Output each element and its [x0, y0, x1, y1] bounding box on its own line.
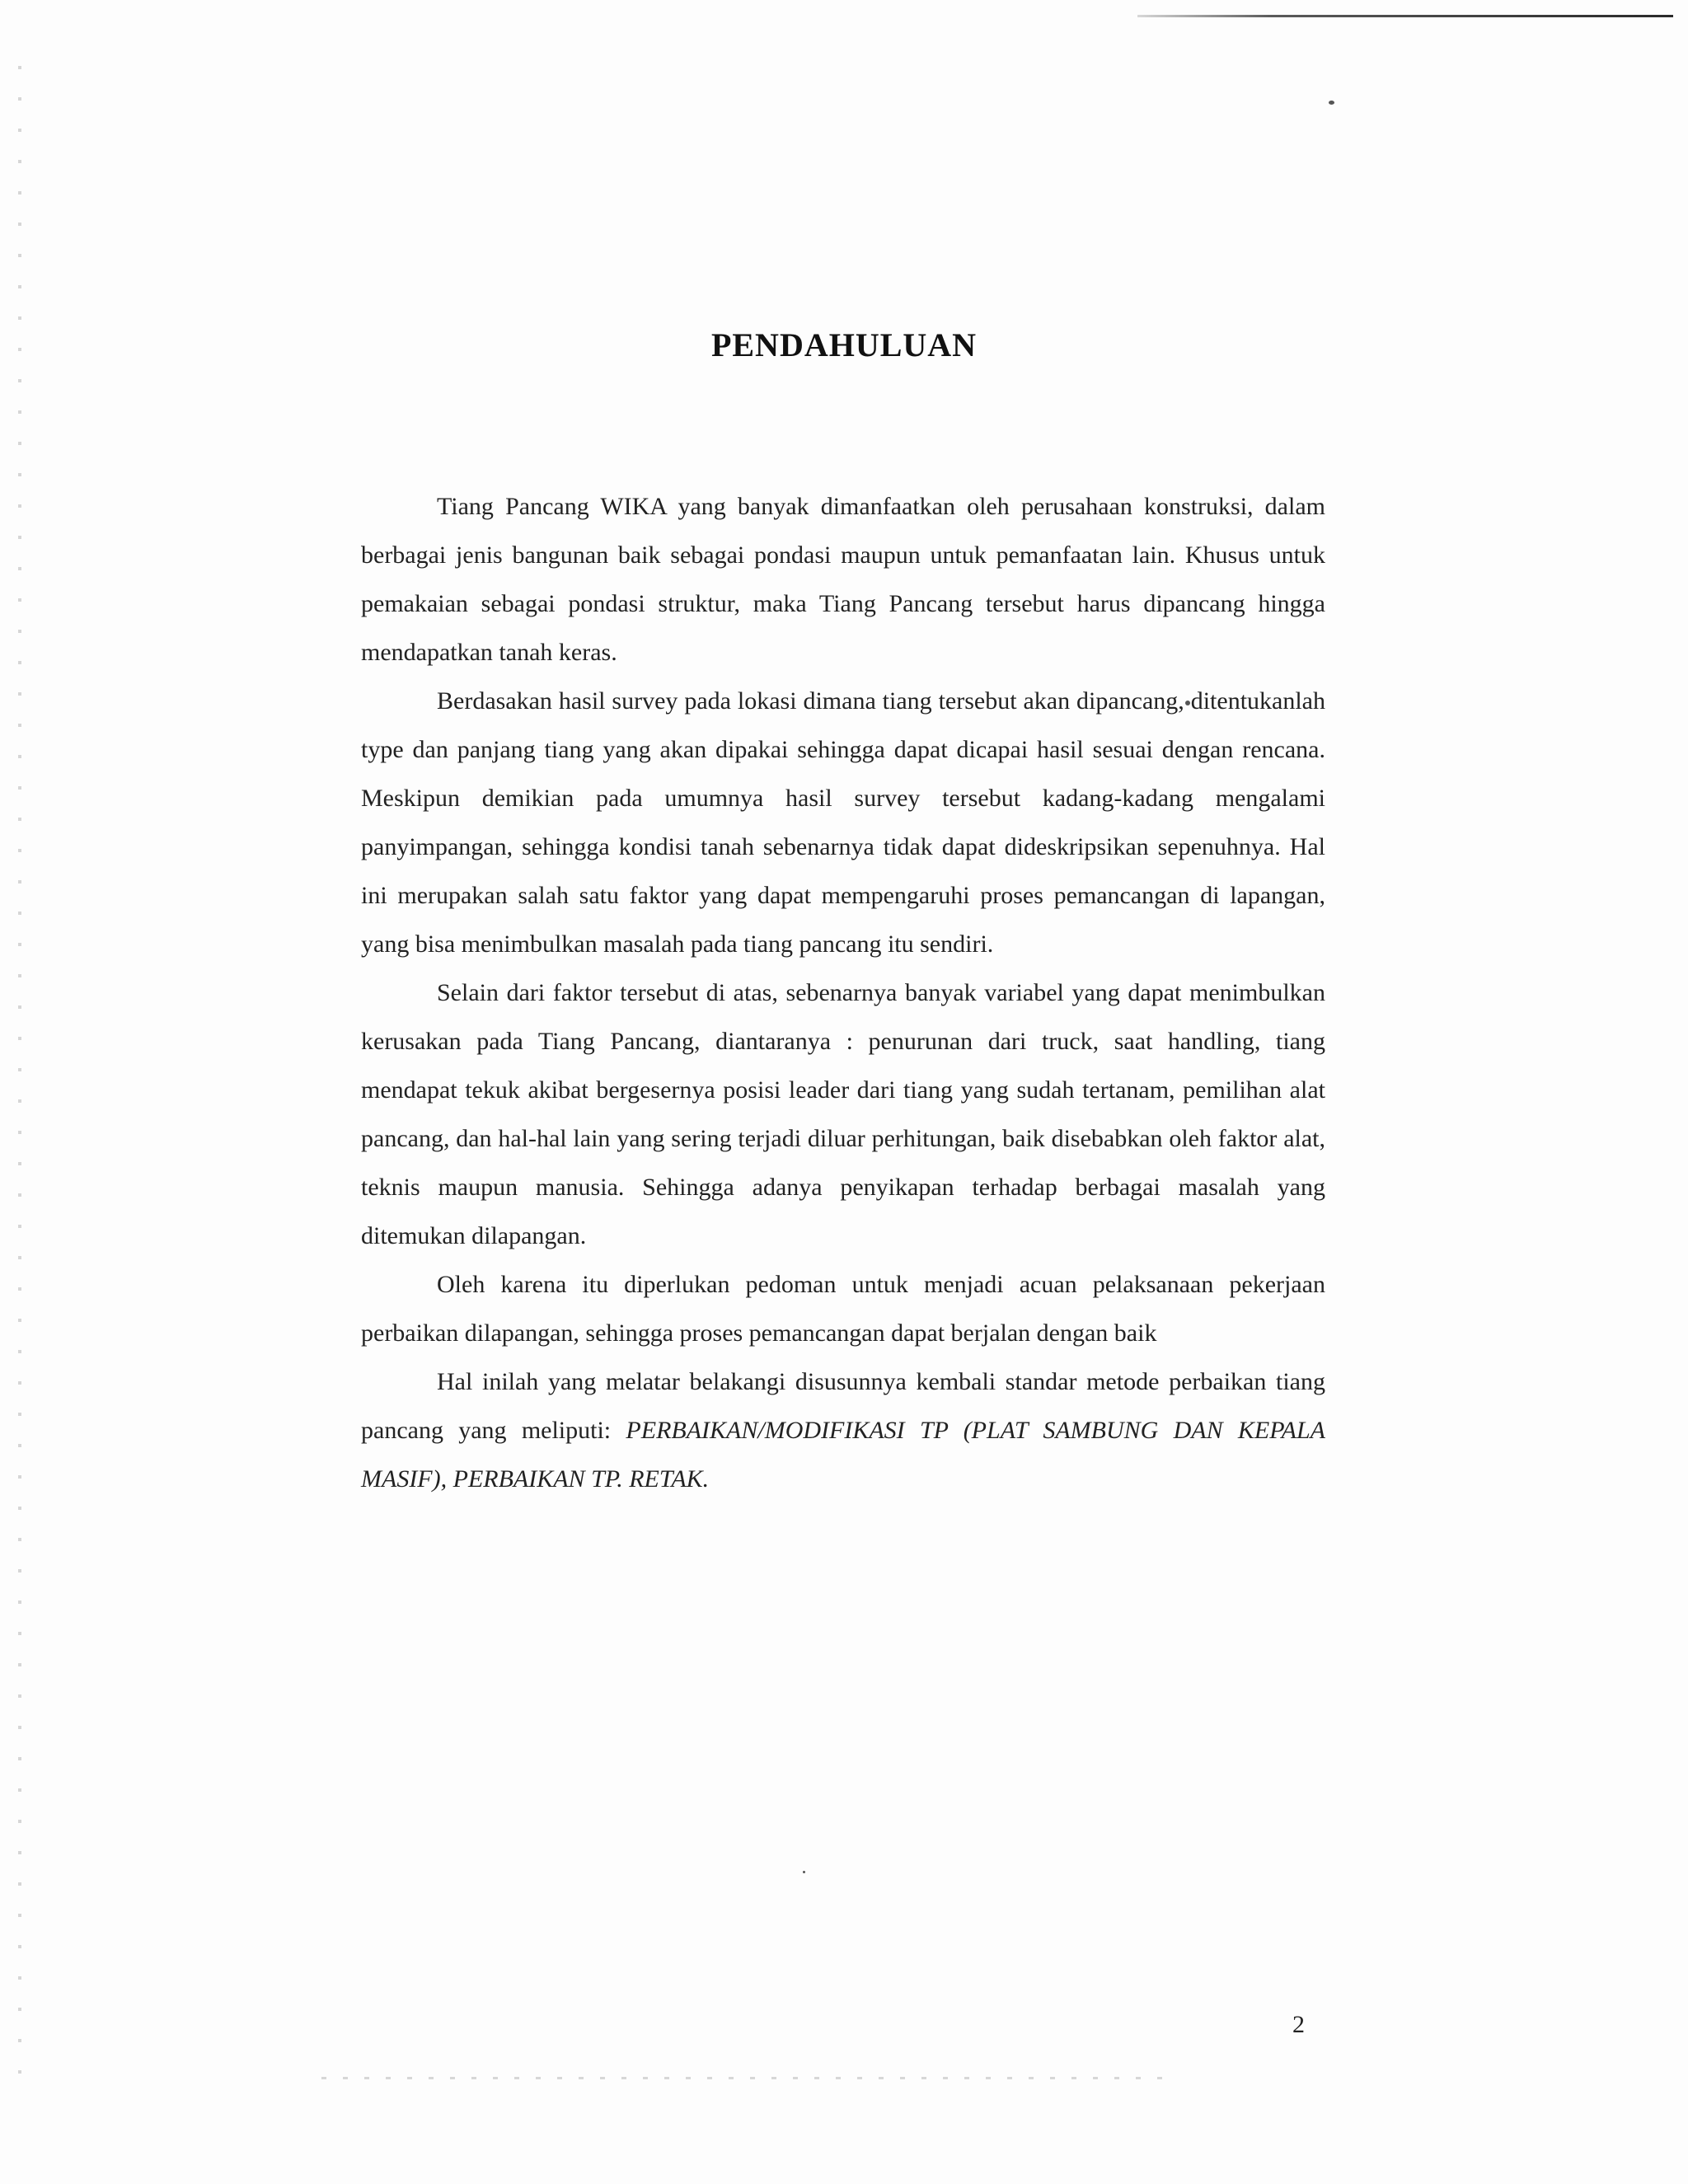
- scan-speck: [1329, 101, 1334, 105]
- top-rule: [1137, 15, 1673, 17]
- left-margin-scan-noise: [18, 66, 21, 2085]
- paragraph-4: Oleh karena itu diperlukan pedoman untuk menjadi acuan pelaksanaan pekerjaan perbaikan dilapangan, sehingga proses pemancangan dapat berjalan dengan baik: [361, 1271, 1325, 1347]
- paragraph-3: Selain dari faktor tersebut di atas, sebenarnya banyak variabel yang dapat menimbulkan kerusakan pada Tiang Pancang, diantaranya : penurunan dari truck, saat handling, tiang mendapat tekuk akibat bergesernya posisi leader dari tiang yang sudah tertanam, pemilihan alat pancang, dan hal-hal lain yang sering terjadi diluar perhitungan, baik disebabkan oleh faktor alat, teknis maupun manusia. Sehingga adanya penyikapan terhadap berbagai masalah yang ditemukan dilapangan.: [361, 979, 1325, 1249]
- paragraph-1: Tiang Pancang WIKA yang banyak dimanfaatkan oleh perusahaan konstruksi, dalam berbagai jenis bangunan baik sebagai pondasi maupun untuk pemanfaatan lain. Khusus untuk pemakaian sebagai pondasi struktur, maka Tiang Pancang tersebut harus dipancang hingga mendapatkan tanah keras.: [361, 493, 1325, 666]
- page-number: 2: [1292, 2011, 1305, 2038]
- scan-speck: [803, 1871, 805, 1873]
- bottom-scan-noise: [321, 2077, 1162, 2079]
- paragraph-5: [361, 1357, 1325, 1503]
- page-title: PENDAHULUAN: [710, 326, 978, 363]
- body-text: [361, 482, 1325, 1503]
- paragraph-5-emphasis: PERBAIKAN/MODIFIKASI TP (PLAT SAMBUNG DAN KEPALA MASIF), PERBAIKAN TP. RETAK.: [361, 1417, 1325, 1493]
- paragraph-5-text: Hal inilah yang melatar belakangi disusunnya kembali standar metode perbaikan tiang pancang yang meliputi:: [361, 1368, 1325, 1444]
- paragraph-2: Berdasakan hasil survey pada lokasi dimana tiang tersebut akan dipancang, ditentukanlah type dan panjang tiang yang akan dipakai sehingga dapat dicapai hasil sesuai dengan rencana. Meskipun demikian pada umumnya hasil survey tersebut kadang-kadang mengalami panyimpangan, sehingga kondisi tanah sebenarnya tidak dapat dideskripsikan sepenuhnya. Hal ini merupakan salah satu faktor yang dapat mempengaruhi proses pemancangan di lapangan, yang bisa menimbulkan masalah pada tiang pancang itu sendiri.: [361, 687, 1325, 958]
